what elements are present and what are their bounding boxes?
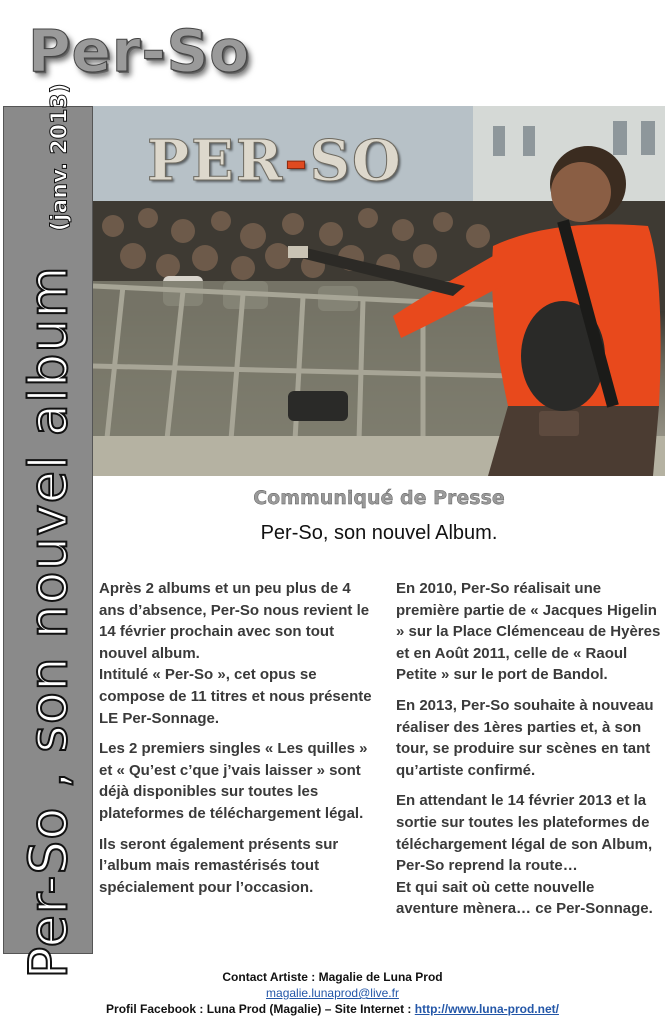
paragraph: En 2010, Per-So réalisait une première partie de « Jacques Higelin » sur la Place Clémenceau de Hyères et en Août 2011, celle de « Raoul Petite » sur le port de Bandol. xyxy=(396,580,661,684)
paragraph: Ils seront également présents sur l’album mais remastérisés tout spécialement pour l’occasion. xyxy=(99,835,339,896)
brand-logo-title: Per-So xyxy=(28,17,251,85)
right-text-column xyxy=(396,578,661,929)
paragraph: Et qui sait où cette nouvelle aventure mènera… ce Per-Sonnage. xyxy=(396,878,653,918)
side-banner xyxy=(3,83,93,979)
album-cover-image xyxy=(93,106,665,476)
cover-title: PER-SO xyxy=(147,128,403,194)
facebook-label: Profil Facebook : Luna Prod (Magalie) – Site Internet : xyxy=(106,1002,415,1016)
email-link[interactable]: magalie.lunaprod@live.fr xyxy=(266,986,399,1000)
side-banner-text xyxy=(19,83,80,978)
contact-line: Contact Artiste : Magalie de Luna Prod xyxy=(222,970,443,984)
paragraph: Intitulé « Per-So », cet opus se compose de 11 titres et nous présente LE Per-Sonnage. xyxy=(99,666,372,727)
paragraph: En 2013, Per-So souhaite à nouveau réaliser des 1ères parties et, à son tour, se produire sur scènes en tant qu’artiste confirmé. xyxy=(396,696,654,779)
press-release-heading: Communiqué de Presse xyxy=(253,487,505,509)
footer-contact xyxy=(0,969,665,1017)
website-link[interactable]: http://www.luna-prod.net/ xyxy=(414,1002,559,1016)
side-banner-date: (janv. 2013) xyxy=(47,83,73,232)
paragraph: En attendant le 14 février 2013 et la sortie sur toutes les plateformes de téléchargement légal de son Album, Per-So reprend la route… xyxy=(396,792,653,875)
paragraph: Après 2 albums et un peu plus de 4 ans d’absence, Per-So nous revient le 14 février prochain avec son tout nouvel album. xyxy=(99,580,370,662)
left-text-column xyxy=(99,578,374,907)
side-banner-title: Per-So , son nouvel album xyxy=(18,265,80,979)
press-release-subheading: Per-So, son nouvel Album. xyxy=(260,522,498,544)
facebook-line xyxy=(0,1001,665,1017)
paragraph: Les 2 premiers singles « Les quilles » et « Qu’est c’que j’vais laisser » sont déjà disponibles sur toutes les plateformes de téléchargement légal. xyxy=(99,740,368,822)
